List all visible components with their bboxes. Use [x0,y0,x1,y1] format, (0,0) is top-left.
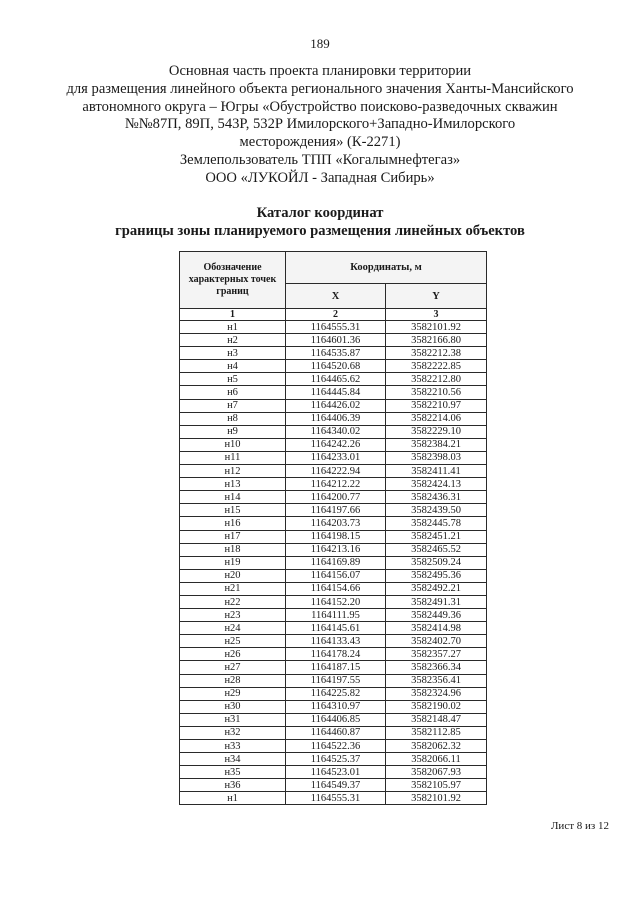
header-line: Землепользователь ТПП «Когалымнефтегаз» [179,151,461,168]
y-cell: 3582148.47 [386,713,487,726]
x-cell: 1164523.01 [286,766,386,779]
x-cell: 1164156.07 [286,569,386,582]
table-row [180,504,487,517]
point-cell: н20 [180,569,286,582]
table-row [180,321,487,334]
y-cell: 3582509.24 [386,556,487,569]
x-cell: 1164522.36 [286,740,386,753]
header-line: автономного округа – Югры «Обустройство поисково-разведочных скважин [82,98,558,115]
x-cell: 1164198.15 [286,530,386,543]
coordinates-table [179,251,487,805]
table-row [180,609,487,622]
table-row [180,556,487,569]
table-row [180,517,487,530]
point-cell: н27 [180,661,286,674]
x-cell: 1164154.66 [286,582,386,595]
table-row [180,661,487,674]
x-cell: 1164197.55 [286,674,386,687]
y-cell: 3582066.11 [386,753,487,766]
point-cell: н28 [180,674,286,687]
point-cell: н33 [180,740,286,753]
point-cell: н23 [180,609,286,622]
point-cell: н16 [180,517,286,530]
x-cell: 1164203.73 [286,517,386,530]
x-cell: 1164213.16 [286,543,386,556]
table-row [180,386,487,399]
x-cell: 1164460.87 [286,726,386,739]
table-row [180,451,487,464]
point-cell: н31 [180,713,286,726]
point-cell: н1 [180,321,286,334]
y-cell: 3582210.97 [386,399,487,412]
y-cell: 3582411.41 [386,465,487,478]
y-cell: 3582398.03 [386,451,487,464]
point-cell: н14 [180,491,286,504]
x-cell: 1164197.66 [286,504,386,517]
y-cell: 3582357.27 [386,648,487,661]
col-header-y: Y [386,284,487,309]
table-row [180,543,487,556]
table-row [180,399,487,412]
header-line: Основная часть проекта планировки территории [168,63,472,79]
table-row [180,347,487,360]
y-cell: 3582324.96 [386,687,487,700]
table-row [180,635,487,648]
y-cell: 3582101.92 [386,792,487,805]
table-row [180,425,487,438]
point-cell: н13 [180,478,286,491]
y-cell: 3582449.36 [386,609,487,622]
col-header-x: X [286,284,386,309]
col-header-coordinates: Координаты, м [286,252,487,284]
y-cell: 3582101.92 [386,321,487,334]
y-cell: 3582212.38 [386,347,487,360]
point-cell: н21 [180,582,286,595]
point-cell: н30 [180,700,286,713]
point-cell: н9 [180,425,286,438]
x-cell: 1164200.77 [286,491,386,504]
x-cell: 1164555.31 [286,792,386,805]
table-row [180,648,487,661]
point-cell: н35 [180,766,286,779]
x-cell: 1164152.20 [286,595,386,608]
table-row [180,622,487,635]
x-cell: 1164187.15 [286,661,386,674]
table-row [180,713,487,726]
table-row [180,792,487,805]
catalog-title [40,204,600,240]
point-cell: н3 [180,347,286,360]
col-header-point: Обозначение характерных точек границ [180,252,286,309]
x-cell: 1164525.37 [286,753,386,766]
x-cell: 1164406.85 [286,713,386,726]
point-cell: н24 [180,622,286,635]
y-cell: 3582451.21 [386,530,487,543]
x-cell: 1164133.43 [286,635,386,648]
x-cell: 1164178.24 [286,648,386,661]
x-cell: 1164340.02 [286,425,386,438]
table-row [180,674,487,687]
x-cell: 1164222.94 [286,465,386,478]
x-cell: 1164310.97 [286,700,386,713]
y-cell: 3582112.85 [386,726,487,739]
point-cell: н12 [180,465,286,478]
table-row [180,779,487,792]
col-number: 1 [180,309,286,321]
table-row [180,687,487,700]
coordinates-table-body [180,321,487,805]
y-cell: 3582384.21 [386,438,487,451]
catalog-title-line-2: границы зоны планируемого размещения линейных объектов [115,223,525,239]
x-cell: 1164233.01 [286,451,386,464]
x-cell: 1164601.36 [286,334,386,347]
y-cell: 3582492.21 [386,582,487,595]
point-cell: н7 [180,399,286,412]
y-cell: 3582436.31 [386,491,487,504]
col-number: 3 [386,309,487,321]
y-cell: 3582166.80 [386,334,487,347]
header-line: месторождения» (К-2271) [239,134,401,151]
point-cell: н5 [180,373,286,386]
table-row [180,740,487,753]
col-number: 2 [286,309,386,321]
y-cell: 3582212.80 [386,373,487,386]
table-row [180,491,487,504]
point-cell: н22 [180,595,286,608]
y-cell: 3582414.98 [386,622,487,635]
point-cell: н10 [180,438,286,451]
x-cell: 1164520.68 [286,360,386,373]
point-cell: н29 [180,687,286,700]
y-cell: 3582491.31 [386,595,487,608]
table-row [180,766,487,779]
x-cell: 1164549.37 [286,779,386,792]
x-cell: 1164465.62 [286,373,386,386]
point-cell: н8 [180,412,286,425]
point-cell: н2 [180,334,286,347]
table-row [180,569,487,582]
y-cell: 3582366.34 [386,661,487,674]
table-row [180,530,487,543]
y-cell: 3582424.13 [386,478,487,491]
y-cell: 3582222.85 [386,360,487,373]
point-cell: н1 [180,792,286,805]
sheet-number: Лист 8 из 12 [550,820,609,832]
x-cell: 1164169.89 [286,556,386,569]
document-header [40,63,600,188]
table-row [180,478,487,491]
table-row [180,753,487,766]
point-cell: н6 [180,386,286,399]
x-cell: 1164445.84 [286,386,386,399]
x-cell: 1164535.87 [286,347,386,360]
table-row [180,334,487,347]
catalog-title-line-1: Каталог координат [256,205,384,221]
x-cell: 1164242.26 [286,438,386,451]
x-cell: 1164145.61 [286,622,386,635]
y-cell: 3582356.41 [386,674,487,687]
point-cell: н34 [180,753,286,766]
y-cell: 3582402.70 [386,635,487,648]
header-line: №№87П, 89П, 543Р, 532Р Имилорского+Западно-Имилорского [124,116,516,133]
x-cell: 1164406.39 [286,412,386,425]
point-cell: н15 [180,504,286,517]
y-cell: 3582445.78 [386,517,487,530]
x-cell: 1164111.95 [286,609,386,622]
header-line: ООО «ЛУКОЙЛ - Западная Сибирь» [205,169,435,186]
table-row [180,438,487,451]
table-row [180,582,487,595]
table-row [180,595,487,608]
table-row [180,373,487,386]
table-row [180,465,487,478]
page-number: 189 [310,36,330,51]
y-cell: 3582229.10 [386,425,487,438]
y-cell: 3582214.06 [386,412,487,425]
table-row [180,412,487,425]
x-cell: 1164225.82 [286,687,386,700]
y-cell: 3582067.93 [386,766,487,779]
y-cell: 3582495.36 [386,569,487,582]
table-row [180,726,487,739]
y-cell: 3582105.97 [386,779,487,792]
point-cell: н26 [180,648,286,661]
x-cell: 1164426.02 [286,399,386,412]
y-cell: 3582439.50 [386,504,487,517]
point-cell: н17 [180,530,286,543]
y-cell: 3582190.02 [386,700,487,713]
point-cell: н4 [180,360,286,373]
table-row [180,360,487,373]
point-cell: н32 [180,726,286,739]
point-cell: н18 [180,543,286,556]
x-cell: 1164555.31 [286,321,386,334]
y-cell: 3582062.32 [386,740,487,753]
y-cell: 3582210.56 [386,386,487,399]
table-row [180,700,487,713]
point-cell: н25 [180,635,286,648]
y-cell: 3582465.52 [386,543,487,556]
point-cell: н36 [180,779,286,792]
header-line: для размещения линейного объекта регионального значения Ханты-Мансийского [66,80,574,97]
x-cell: 1164212.22 [286,478,386,491]
point-cell: н19 [180,556,286,569]
point-cell: н11 [180,451,286,464]
